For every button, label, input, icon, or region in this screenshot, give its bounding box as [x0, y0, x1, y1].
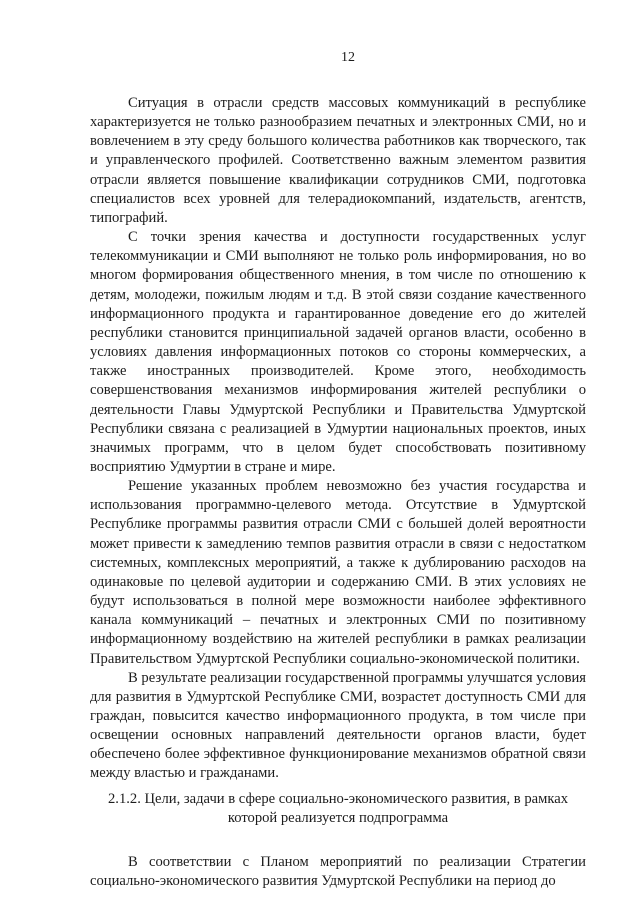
- section-heading: 2.1.2. Цели, задачи в сфере социально-экономического развития, в рамках которой реализуется подпрограмма: [108, 791, 568, 826]
- paragraph-strategy-plan: В соответствии с Планом мероприятий по реализации Стратегии социально-экономического развития Удмуртской Республики на период до: [90, 854, 586, 890]
- paragraph-media-industry: Ситуация в отрасли средств массовых коммуникаций в республике характеризуется не только разнообразием печатных и электронных СМИ, но и вовлечением в эту среду большого количества работников как творческого, так и управленческого профилей. Соответственно важным элементом развития отрасли является повышение квалификации сотрудников СМИ, подготовка специалистов всех уровней для телерадиокомпаний, издательств, агентств, типографий.: [90, 95, 586, 226]
- tail-text: [90, 853, 586, 891]
- paragraph-program-results: В результате реализации государственной программы улучшатся условия для развития в Удмуртской Республике СМИ, возрастет доступность СМИ для граждан, повысится качество информационного продукта, в том числе при освещении основных направлений деятельности органов власти, будет обеспечено более эффективное функционирование механизмов обратной связи между властью и гражданами.: [90, 669, 586, 782]
- page-number: 12: [341, 50, 355, 65]
- paragraph-problem-solution: Решение указанных проблем невозможно без участия государства и использования программно-целевого метода. Отсутствие в Удмуртской Республике программы развития отрасли СМИ с большей долей вероятности может привести к замедлению темпов развития отрасли в связи с недостатком системных, комплексных мероприятий, а также к дублированию расходов на одинаковые по целевой аудитории и содержанию СМИ. В этих условиях не будут использоваться в полной мере возможности наиболее эффективного канала коммуникаций – печатных и электронных СМИ по позитивному информационному воздействию на жителей республики в рамках реализации Правительством Удмуртской Республики социально-экономической политики.: [90, 478, 586, 667]
- paragraph-telecom-services: С точки зрения качества и доступности государственных услуг телекоммуникации и СМИ выполняют не только роль информирования, но во многом формирования общественного мнения, в том числе по отношению к детям, молодежи, пожилым людям и т.д. В этой связи создание качественного информационного продукта и гарантированное доведение его до жителей республики становится принципиальной задачей органов власти, особенно в условиях давления информационных потоков со стороны коммерческих, а также иностранных производителей. Кроме этого, необходимость совершенствования механизмов информирования жителей республики о деятельности Главы Удмуртской Республики и Правительства Удмуртской Республики связана с реализацией в Удмуртии национальных проектов, иных значимых программ, что в целом будет способствовать позитивному восприятию Удмуртии в стране и мире.: [90, 229, 586, 475]
- body-text: [90, 94, 586, 784]
